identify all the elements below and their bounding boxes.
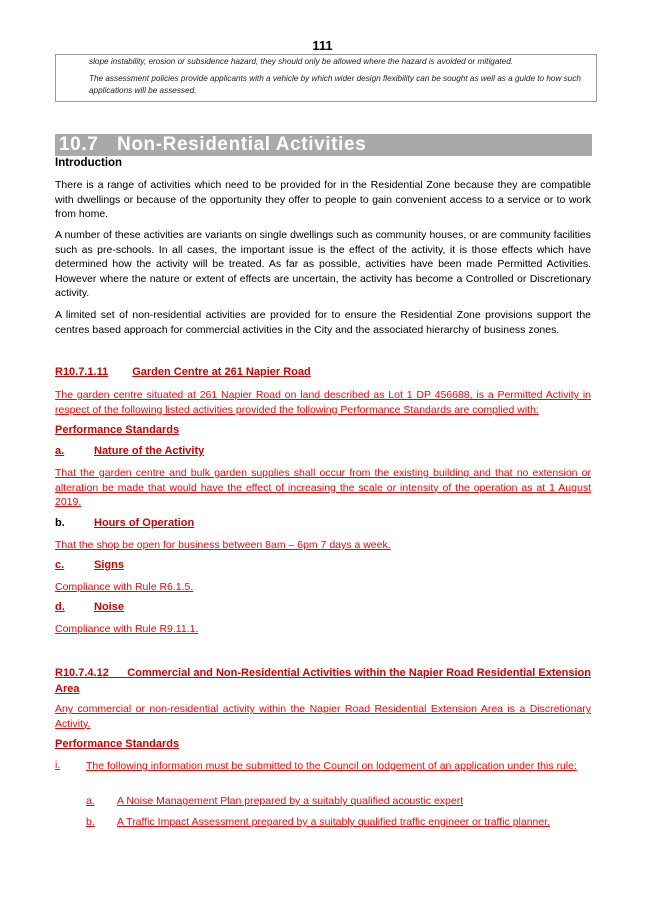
rule2-intro: Any commercial or non-residential activity within the Napier Road Residential Extension Area is a Discretionary Activity. [55, 703, 591, 730]
intro-paragraph-2: A number of these activities are variants on single dwellings such as community houses, or are community facilities such as pre-schools. In all cases, the important issue is the effect of the activity, it is those effects which have determined how the activity will be treated. As far as possible, activities have been made Permitted Activities. However where the nature or extent of effects are uncertain, the activity has become a Controlled or Discretionary activity. [55, 229, 591, 300]
rule1-item-b-title: Hours of Operation [94, 517, 195, 529]
rule1-item-b-label: b. [55, 517, 65, 529]
rule1-item-a-label: a. [55, 445, 65, 457]
rule1-item-a-text: That the garden centre and bulk garden supplies shall occur from the existing building and that no extension or alteration be made that would have the effect of increasing the scale or intensity of the operation as at 1 August 2019. [55, 467, 591, 509]
rule1-item-d-title: Noise [94, 601, 124, 613]
rule2-subitem-b-text: A Traffic Impact Assessment prepared by a suitably qualified traffic engineer or traffic planner. [117, 816, 551, 828]
page-number: 111 [312, 38, 333, 53]
rule1-item-c-text: Compliance with Rule R6.1.5. [55, 581, 194, 593]
section-heading-bar [55, 134, 592, 156]
rule1-item-c-label: c. [55, 559, 65, 571]
boxed-text-line-2: The assessment policies provide applicants with a vehicle by which wider design flexibility can be sought as well as a guide to how such applications will be assessed. [89, 74, 581, 95]
intro-paragraph-1: There is a range of activities which need to be provided for in the Residential Zone because they are compatible with dwellings or because of the opportunity they offer to people to gain convenient access to a service or to work from home. [55, 179, 591, 221]
rule2-subitem-a-text: A Noise Management Plan prepared by a suitably qualified acoustic expert [117, 795, 464, 807]
rule1-performance-heading: Performance Standards [55, 424, 180, 436]
rule1-item-b-text: That the shop be open for business between 8am – 6pm 7 days a week. [55, 539, 391, 551]
section-title: Non-Residential Activities [117, 134, 367, 155]
rule1-code: R10.7.1.11 [55, 366, 109, 378]
rule2-item-i-text: The following information must be submitted to the Council on lodgement of an application under this rule: [86, 760, 577, 772]
boxed-text-line-1: slope instability, erosion or subsidence hazard, they should only be allowed where the hazard is avoided or mitigated. [89, 57, 514, 66]
rule2-subitem-b-label: b. [86, 816, 95, 828]
rule1-heading [55, 366, 311, 378]
rule2-performance-heading: Performance Standards [55, 738, 180, 750]
rule2-subitem-a-label: a. [86, 795, 95, 807]
rule2-item-i-label: i. [55, 759, 61, 771]
boxed-text-frame [55, 54, 597, 102]
rule1-item-a-title: Nature of the Activity [94, 445, 205, 457]
rule1-item-d-text: Compliance with Rule R9.11.1. [55, 623, 199, 635]
section-number: 10.7 [59, 134, 99, 155]
intro-paragraph-3: A limited set of non-residential activities are provided for to ensure the Residential Zone provisions support the centres based approach for commercial activities in the City and the associated hierarchy of business zones. [55, 309, 591, 336]
rule1-item-c-title: Signs [94, 559, 124, 571]
rule2-title: Commercial and Non-Residential Activities within the Napier Road Residential Extension Area [55, 667, 591, 695]
rule1-item-d-label: d. [55, 601, 65, 613]
rule1-intro: The garden centre situated at 261 Napier Road on land described as Lot 1 DP 456688, is a Permitted Activity in respect of the following listed activities provided the following Performance Standards are complied with: [55, 389, 591, 416]
rule2-heading [55, 665, 591, 697]
intro-heading: Introduction [55, 157, 123, 169]
rule1-title: Garden Centre at 261 Napier Road [132, 366, 311, 378]
rule2-code: R10.7.4.12 [55, 667, 109, 679]
